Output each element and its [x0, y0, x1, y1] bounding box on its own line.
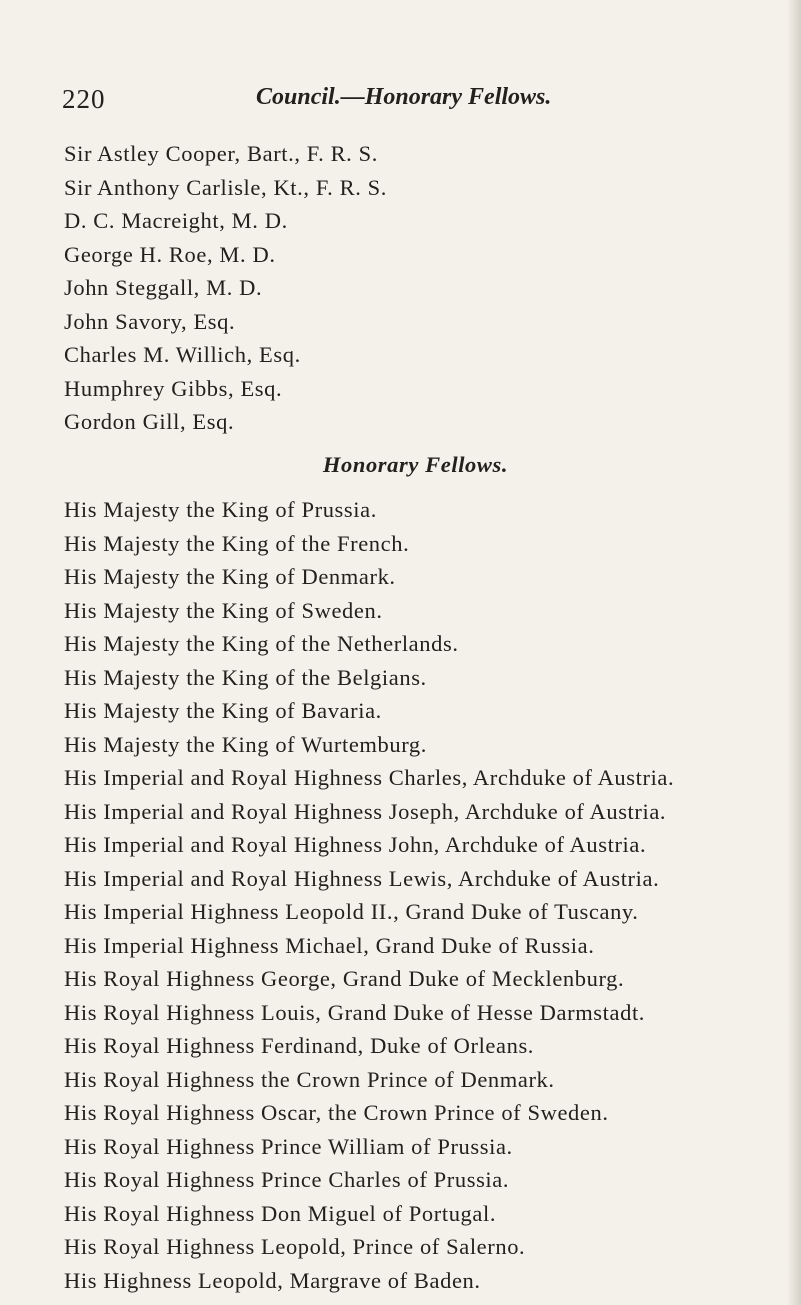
council-member: Sir Astley Cooper, Bart., F. R. S. — [64, 141, 378, 166]
council-member: Sir Anthony Carlisle, Kt., F. R. S. — [64, 174, 387, 200]
running-head — [62, 84, 762, 120]
fellow-entry: His Majesty the King of Denmark. — [64, 564, 396, 589]
council-list — [64, 137, 764, 439]
honorary-fellows-list — [64, 493, 784, 1297]
page-number: 220 — [62, 84, 106, 114]
fellow-entry: His Royal Highness Prince Charles of Prussia. — [64, 1167, 510, 1192]
fellow-entry: His Majesty the King of the French. — [64, 530, 410, 556]
council-member: John Savory, Esq. — [64, 308, 236, 334]
council-member: George H. Roe, M. D. — [64, 241, 276, 267]
fellow-entry: His Imperial Highness Leopold II., Grand Duke of Tuscany. — [64, 899, 639, 924]
fellow-entry: His Imperial and Royal Highness Lewis, Archduke of Austria. — [64, 865, 660, 891]
fellow-entry: His Majesty the King of Sweden. — [64, 597, 383, 623]
fellow-entry: His Majesty the King of Bavaria. — [64, 698, 382, 723]
fellow-entry: His Royal Highness Don Miguel of Portugal. — [64, 1200, 497, 1226]
fellow-entry: His Highness Leopold, Margrave of Baden. — [64, 1267, 481, 1293]
council-member: Charles M. Willich, Esq. — [64, 342, 301, 367]
fellow-entry: His Royal Highness Prince William of Prussia. — [64, 1133, 513, 1159]
fellow-entry: His Royal Highness Leopold, Prince of Salerno. — [64, 1234, 526, 1259]
fellow-entry: His Imperial and Royal Highness Charles, Archduke of Austria. — [64, 765, 675, 790]
fellow-entry: His Majesty the King of the Belgians. — [64, 664, 427, 690]
fellow-entry: His Majesty the King of Prussia. — [64, 497, 377, 522]
fellow-entry: His Royal Highness Oscar, the Crown Prince of Sweden. — [64, 1100, 609, 1125]
fellow-entry: His Imperial and Royal Highness John, Archduke of Austria. — [64, 832, 647, 857]
fellow-entry: His Imperial Highness Michael, Grand Duke of Russia. — [64, 932, 595, 958]
council-member: John Steggall, M. D. — [64, 275, 263, 300]
fellow-entry: His Royal Highness George, Grand Duke of Mecklenburg. — [64, 966, 625, 991]
fellow-entry: His Royal Highness Louis, Grand Duke of Hesse Darmstadt. — [64, 999, 646, 1025]
fellow-entry: His Majesty the King of Wurtemburg. — [64, 731, 427, 757]
fellow-entry: His Royal Highness Ferdinand, Duke of Orleans. — [64, 1033, 535, 1058]
section-heading: Honorary Fellows. — [322, 452, 509, 477]
page-edge-shadow — [787, 0, 801, 1305]
council-member: Gordon Gill, Esq. — [64, 409, 235, 434]
fellow-entry: His Royal Highness the Crown Prince of Denmark. — [64, 1066, 555, 1092]
council-member: D. C. Macreight, M. D. — [64, 208, 288, 233]
running-title: Council.—Honorary Fellows. — [256, 84, 552, 110]
fellow-entry: His Imperial and Royal Highness Joseph, Archduke of Austria. — [64, 798, 667, 824]
fellow-entry: His Majesty the King of the Netherlands. — [64, 631, 459, 656]
council-member: Humphrey Gibbs, Esq. — [64, 375, 283, 401]
